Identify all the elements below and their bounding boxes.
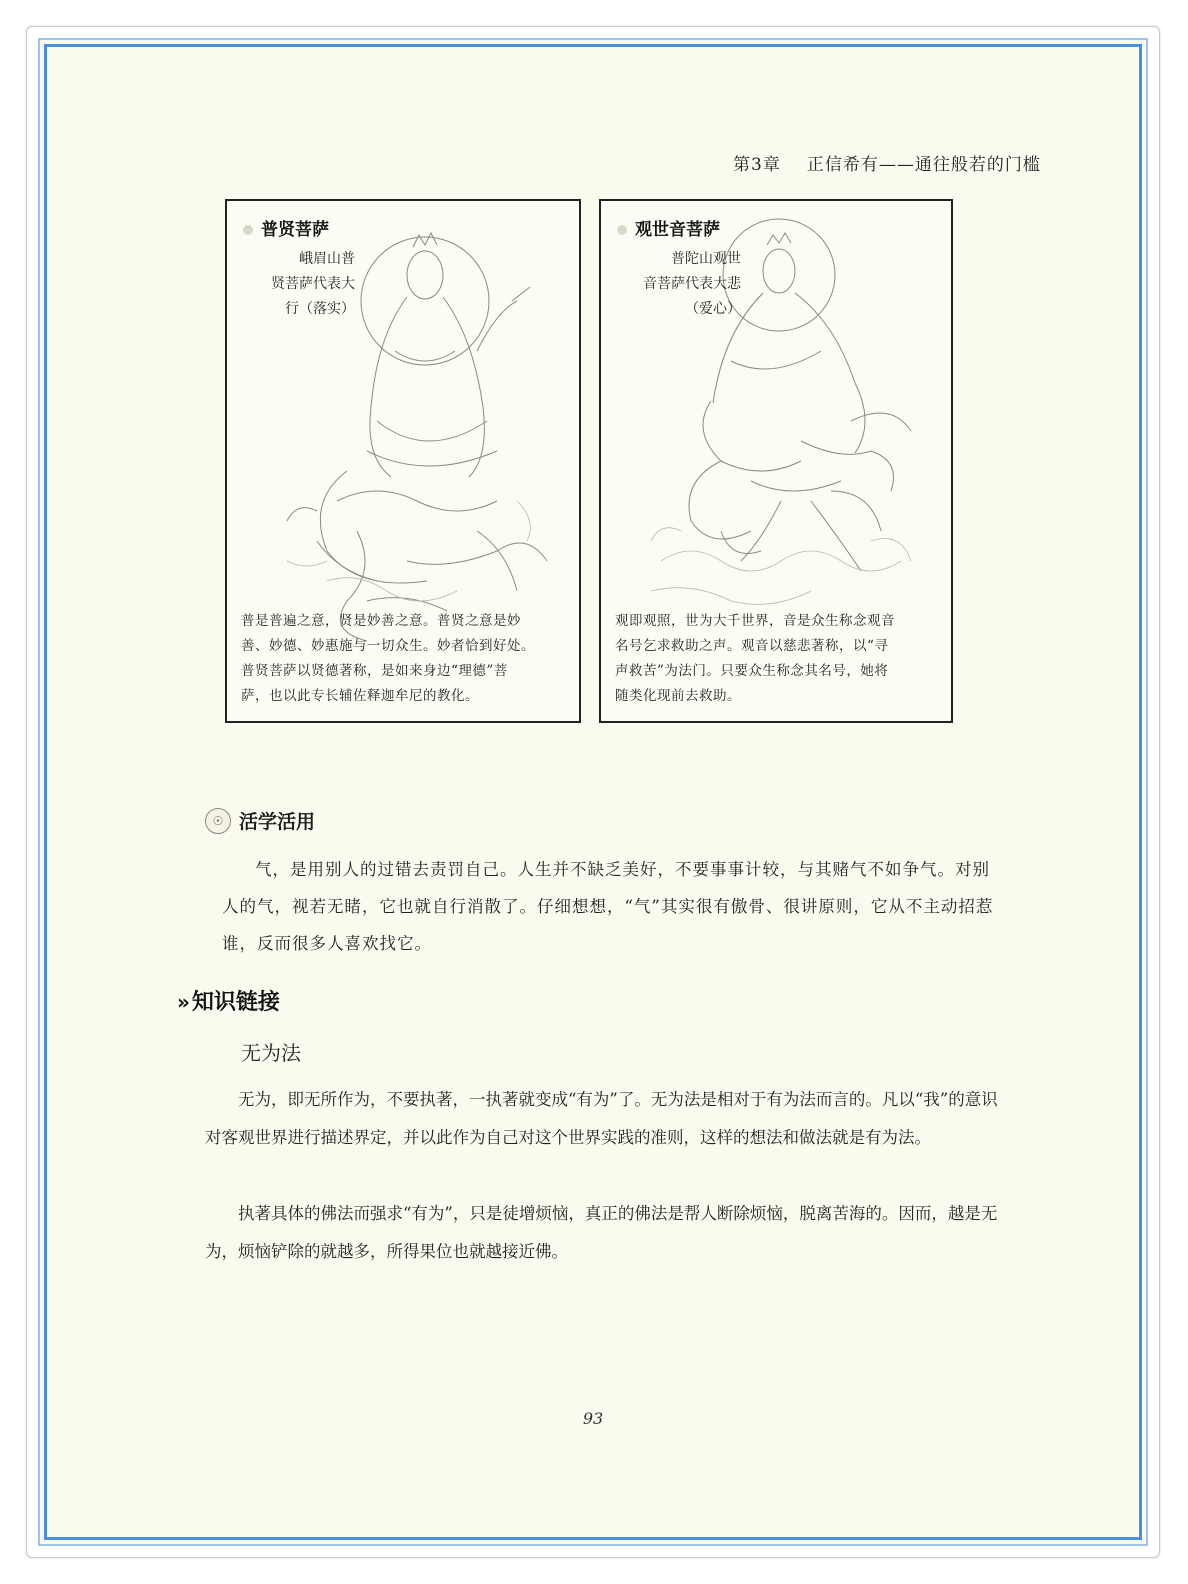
- chapter-number: 第3章: [733, 155, 781, 175]
- knowledge-link-heading: »知识链接: [177, 990, 280, 1015]
- figure-caption: 观即观照，世为大千世界，音是众生称念观音 名号乞求救助之声。观音以慈悲著称，以“寻 声救苦”为法门。只要众生称念其名号，她将 随类化现前去救助。: [615, 613, 895, 704]
- page-number: 93: [582, 1409, 604, 1428]
- section-heading: ☉ 活学活用: [205, 807, 315, 834]
- figure-subtitle: 普陀山观世 音菩萨代表大悲 （爱心）: [643, 251, 741, 317]
- bullet-dot-icon: [617, 225, 627, 235]
- figure-caption: 普是普遍之意，贤是妙善之意。普贤之意是妙 善、妙德、妙惠施与一切众生。妙者恰到好处。 普贤菩萨以贤德著称，是如来身边“理德”菩 萨，也以此专长辅佐释迦牟尼的教化。: [241, 613, 535, 704]
- section-paragraph: 气，是用别人的过错去责罚自己。人生并不缺乏美好，不要事事计较，与其赌气不如争气。对别人的气，视若无睹，它也就自行消散了。仔细想想，“气”其实很有傲骨、很讲原则，它从不主动招惹谁，反而很多人喜欢找它。: [222, 860, 994, 953]
- figure-guanyin: [599, 199, 953, 723]
- book-page: [44, 44, 1142, 1540]
- knowledge-subheading: 无为法: [241, 1041, 301, 1065]
- figure-subtitle: 峨眉山普 贤菩萨代表大 行（落实）: [271, 251, 355, 317]
- figure-title: 普贤菩萨: [243, 215, 329, 240]
- chapter-title: 正信希有——通往般若的门槛: [806, 155, 1041, 175]
- bullet-dot-icon: [243, 225, 253, 235]
- double-chevron-icon: »: [177, 990, 190, 1014]
- body-paragraph: 无为，即无所作为，不要执著，一执著就变成“有为”了。无为法是相对于有为法而言的。凡以“我”的意识对客观世界进行描述界定，并以此作为自己对这个世界实践的准则，这样的想法和做法就是有为法。: [205, 1090, 998, 1147]
- circle-ornament-icon: ☉: [205, 808, 231, 834]
- figure-puxian: [225, 199, 581, 723]
- running-header: [733, 150, 1041, 175]
- body-paragraph: 执著具体的佛法而强求“有为”，只是徒增烦恼，真正的佛法是帮人断除烦恼，脱离苦海的。因而，越是无为，烦恼铲除的就越多，所得果位也就越接近佛。: [205, 1204, 998, 1261]
- figure-title: 观世音菩萨: [617, 215, 720, 240]
- halo-ring: [361, 237, 489, 365]
